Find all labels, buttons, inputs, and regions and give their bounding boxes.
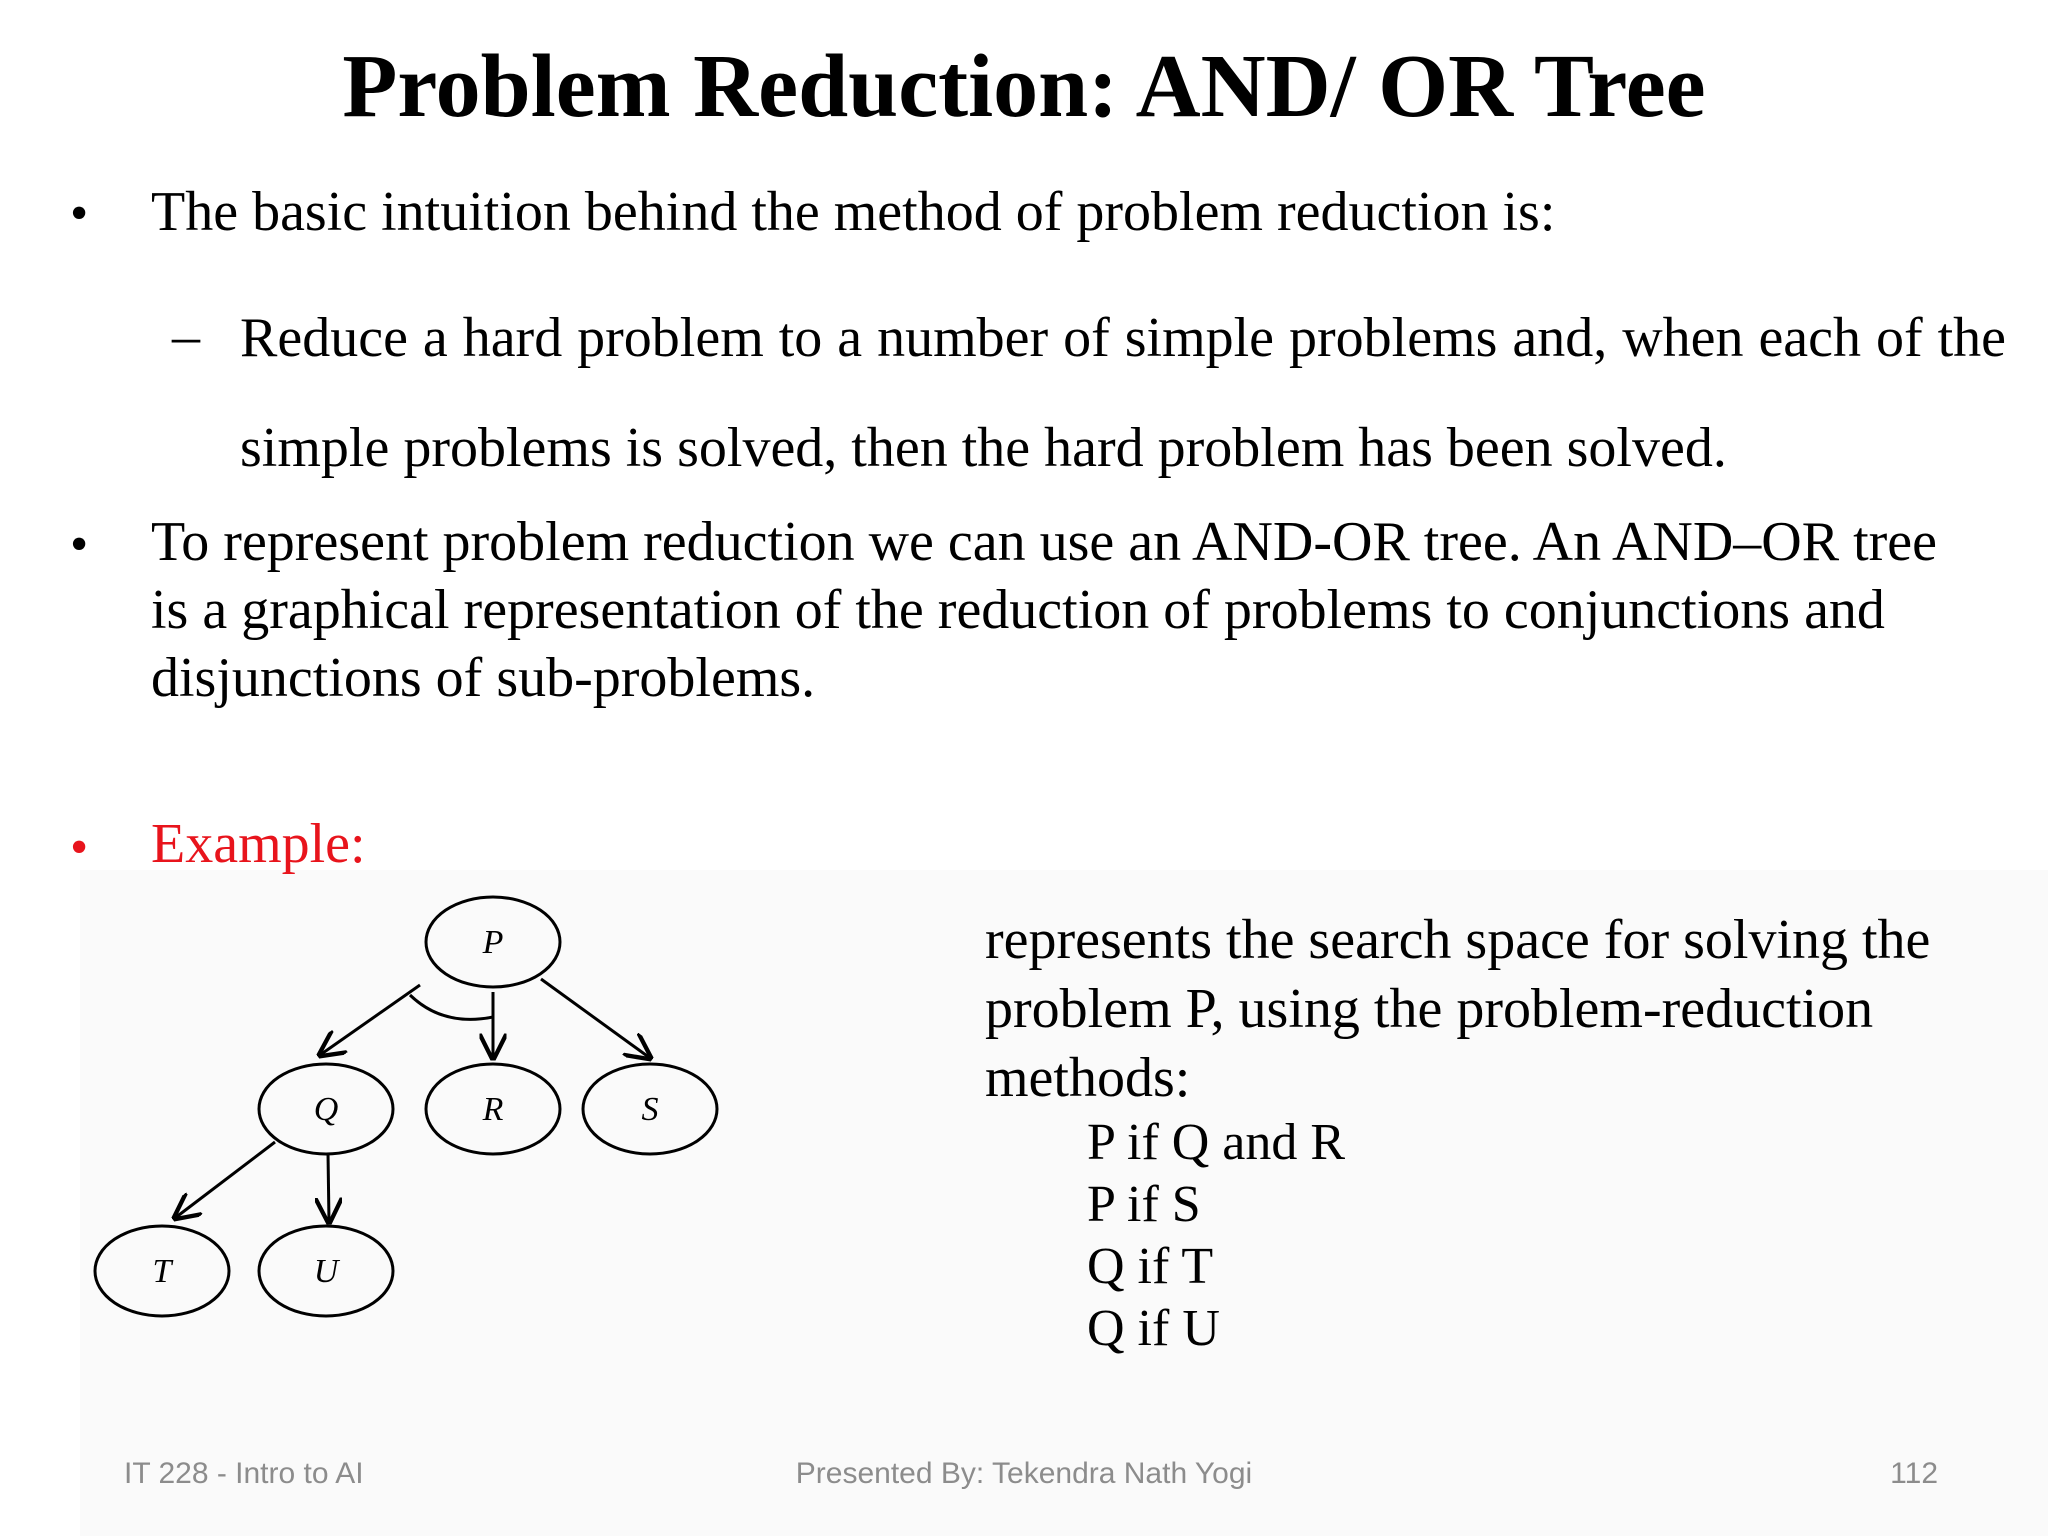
node-label-r: R [482, 1091, 504, 1128]
bullet-and-or-tree: To represent problem reduction we can use an AND-OR tree. An AND–OR tree is a graphical representation of the reduction of problems to conjunctions and disjunctions of sub-problems. [151, 511, 1938, 709]
example-description: represents the search space for solving the problem P, using the problem-reduction methods: [985, 909, 1931, 1109]
rule-item: P if Q and R [1087, 1114, 1346, 1171]
edge-q-t [175, 1142, 275, 1218]
edge-p-q [320, 985, 420, 1055]
and-or-tree-diagram [80, 880, 740, 1340]
node-label-s: S [641, 1091, 659, 1128]
rule-item: Q if T [1087, 1238, 1214, 1295]
footer-course: IT 228 - Intro to AI [124, 1457, 364, 1490]
edge-q-u [328, 1153, 329, 1222]
bullet-icon: • [70, 819, 89, 876]
bullet-icon: • [70, 185, 89, 242]
bullet-example: Example: [151, 813, 366, 875]
node-label-p: P [482, 924, 504, 961]
edge-p-s [541, 979, 650, 1058]
bullet-intuition: The basic intuition behind the method of problem reduction is: [151, 181, 1556, 243]
bullet-icon: • [70, 516, 89, 573]
node-label-q: Q [313, 1091, 339, 1128]
footer-presenter: Presented By: Tekendra Nath Yogi [795, 1457, 1253, 1490]
node-label-u: U [313, 1253, 339, 1290]
slide-title: Problem Reduction: AND/ OR Tree [342, 37, 1706, 136]
rule-item: Q if U [1087, 1300, 1220, 1357]
and-arc [410, 995, 493, 1019]
sub-bullet-reduce: Reduce a hard problem to a number of simple problems and, when each of the simple problems is solved, then the hard problem has been solved. [240, 307, 2006, 479]
reduction-rules [1087, 1112, 1345, 1360]
dash-icon: – [172, 305, 200, 367]
rule-item: P if S [1087, 1176, 1201, 1233]
node-label-t: T [152, 1253, 172, 1290]
footer-page-number: 112 [1890, 1457, 1938, 1490]
